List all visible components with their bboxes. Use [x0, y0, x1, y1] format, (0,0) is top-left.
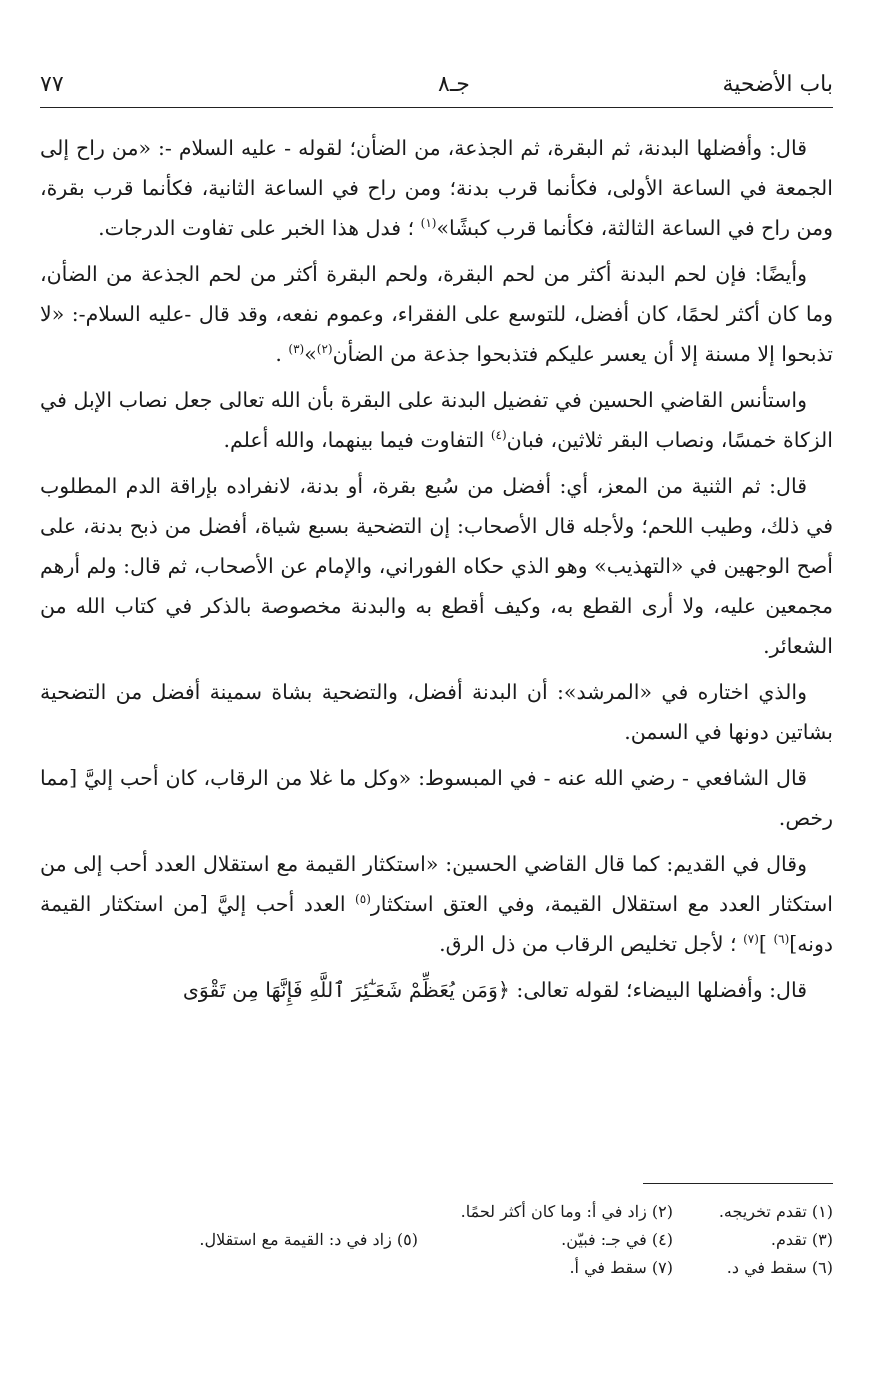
footnote-divider — [643, 1183, 833, 1184]
paragraph: واستأنس القاضي الحسين في تفضيل البدنة على البقرة بأن الله تعالى جعل نصاب الإبل في الزكاة خمسًا، ونصاب البقر ثلاثين، فبان$^{(٤)}$ التفاوت فيما بينهما، والله أعلم. — [40, 388, 833, 452]
paragraph: قال: وأفضلها البدنة، ثم البقرة، ثم الجذعة، من الضأن؛ لقوله - عليه السلام -: «من راح إلى الجمعة في الساعة الأولى، فكأنما قرب بدنة؛ ومن راح في الساعة الثانية، فكأنما قرب بقرة، ومن راح في الساعة الثالثة، فكأنما قرب كبشًا»$^{(١)}$ ؛ فدل هذا الخبر على تفاوت الدرجات. — [40, 136, 833, 240]
chapter-title: باب الأضحية — [722, 72, 833, 97]
paragraph: قال الشافعي - رضي الله عنه - في المبسوط: «وكل ما غلا من الرقاب، كان أحب إليَّ [مما رخص. — [40, 766, 833, 830]
footnote — [40, 1198, 418, 1226]
footnote — [40, 1254, 418, 1282]
footnote-ref[interactable]: (٦) — [773, 932, 790, 947]
running-header — [40, 66, 833, 108]
footnote: (٤) في جـ: فبيّن. — [561, 1230, 673, 1249]
footnote: (٧) سقط في أ. — [569, 1258, 673, 1277]
footnote-ref[interactable]: (٥) — [355, 892, 371, 907]
footnote-row — [40, 1198, 833, 1226]
footnote-row — [40, 1254, 833, 1282]
page-number: ٧٧ — [40, 72, 64, 97]
footnote-ref[interactable]: (٣) — [288, 342, 305, 357]
volume-number: جـ٨ — [438, 72, 470, 97]
footnote-ref[interactable]: (١) — [420, 216, 437, 231]
footnote-row — [40, 1226, 833, 1254]
footnote: (٣) تقدم. — [770, 1230, 833, 1249]
paragraph: والذي اختاره في «المرشد»: أن البدنة أفضل، والتضحية بشاة سمينة أفضل من التضحية بشاتين دونها في السمن. — [40, 680, 833, 744]
footnote: (١) تقدم تخريجه. — [718, 1202, 833, 1221]
footnotes — [40, 1198, 833, 1282]
footnote-ref[interactable]: (٢) — [316, 342, 333, 357]
paragraph: قال: وأفضلها البيضاء؛ لقوله تعالى: ﴿وَمَن يُعَظِّمْ شَعَـٰٓئِرَ ٱللَّهِ فَإِنَّهَا مِن تَقْوَى — [182, 978, 807, 1002]
footnote-ref[interactable]: (٧) — [743, 932, 759, 947]
footnote: (٦) سقط في د. — [726, 1258, 833, 1277]
footnote: (٥) زاد في د: القيمة مع استقلال. — [199, 1230, 418, 1249]
paragraph: قال: ثم الثنية من المعز، أي: أفضل من سُبع بقرة، أو بدنة، لانفراده بإراقة الدم المطلوب في ذلك، وطيب اللحم؛ ولأجله قال الأصحاب: إن التضحية بسبع شياة، أفضل من ذبح بدنة، على أصح الوجهين في «التهذيب» وهو الذي حكاه الفوراني، والإمام عن الأصحاب، ثم قال: ولم أرهم مجمعين عليه، ولا أرى القطع به، وكيف أقطع به والبدنة مخصوصة بالذكر في كتاب الله من الشعائر. — [40, 474, 833, 658]
paragraph: وقال في القديم: كما قال القاضي الحسين: «استكثار القيمة مع استقلال العدد أحب إلى من استكثار العدد مع استقلال القيمة، وفي العتق استكثار$^{(٥)}$ العدد أحب إليَّ [من استكثار القيمة دونه]$^{(٦)}$ ]$^{(٧)}$ ؛ لأجل تخليص الرقاب من ذل الرق. — [40, 852, 834, 956]
footnote-ref[interactable]: (٤) — [490, 428, 507, 443]
footnote: (٢) زاد في أ: وما كان أكثر لحمًا. — [460, 1202, 673, 1221]
paragraph: وأيضًا: فإن لحم البدنة أكثر من لحم البقرة، ولحم البقرة أكثر من لحم الجذعة من الضأن، وما كان أكثر لحمًا، كان أفضل، للتوسع على الفقراء، وعموم نفعه، وقد قال -عليه السلام-: «لا تذبحوا إلا مسنة إلا أن يعسر عليكم فتذبحوا جذعة من الضأن$^{(٢)}$»$^{(٣)}$ . — [40, 262, 833, 366]
main-text — [40, 128, 833, 1016]
